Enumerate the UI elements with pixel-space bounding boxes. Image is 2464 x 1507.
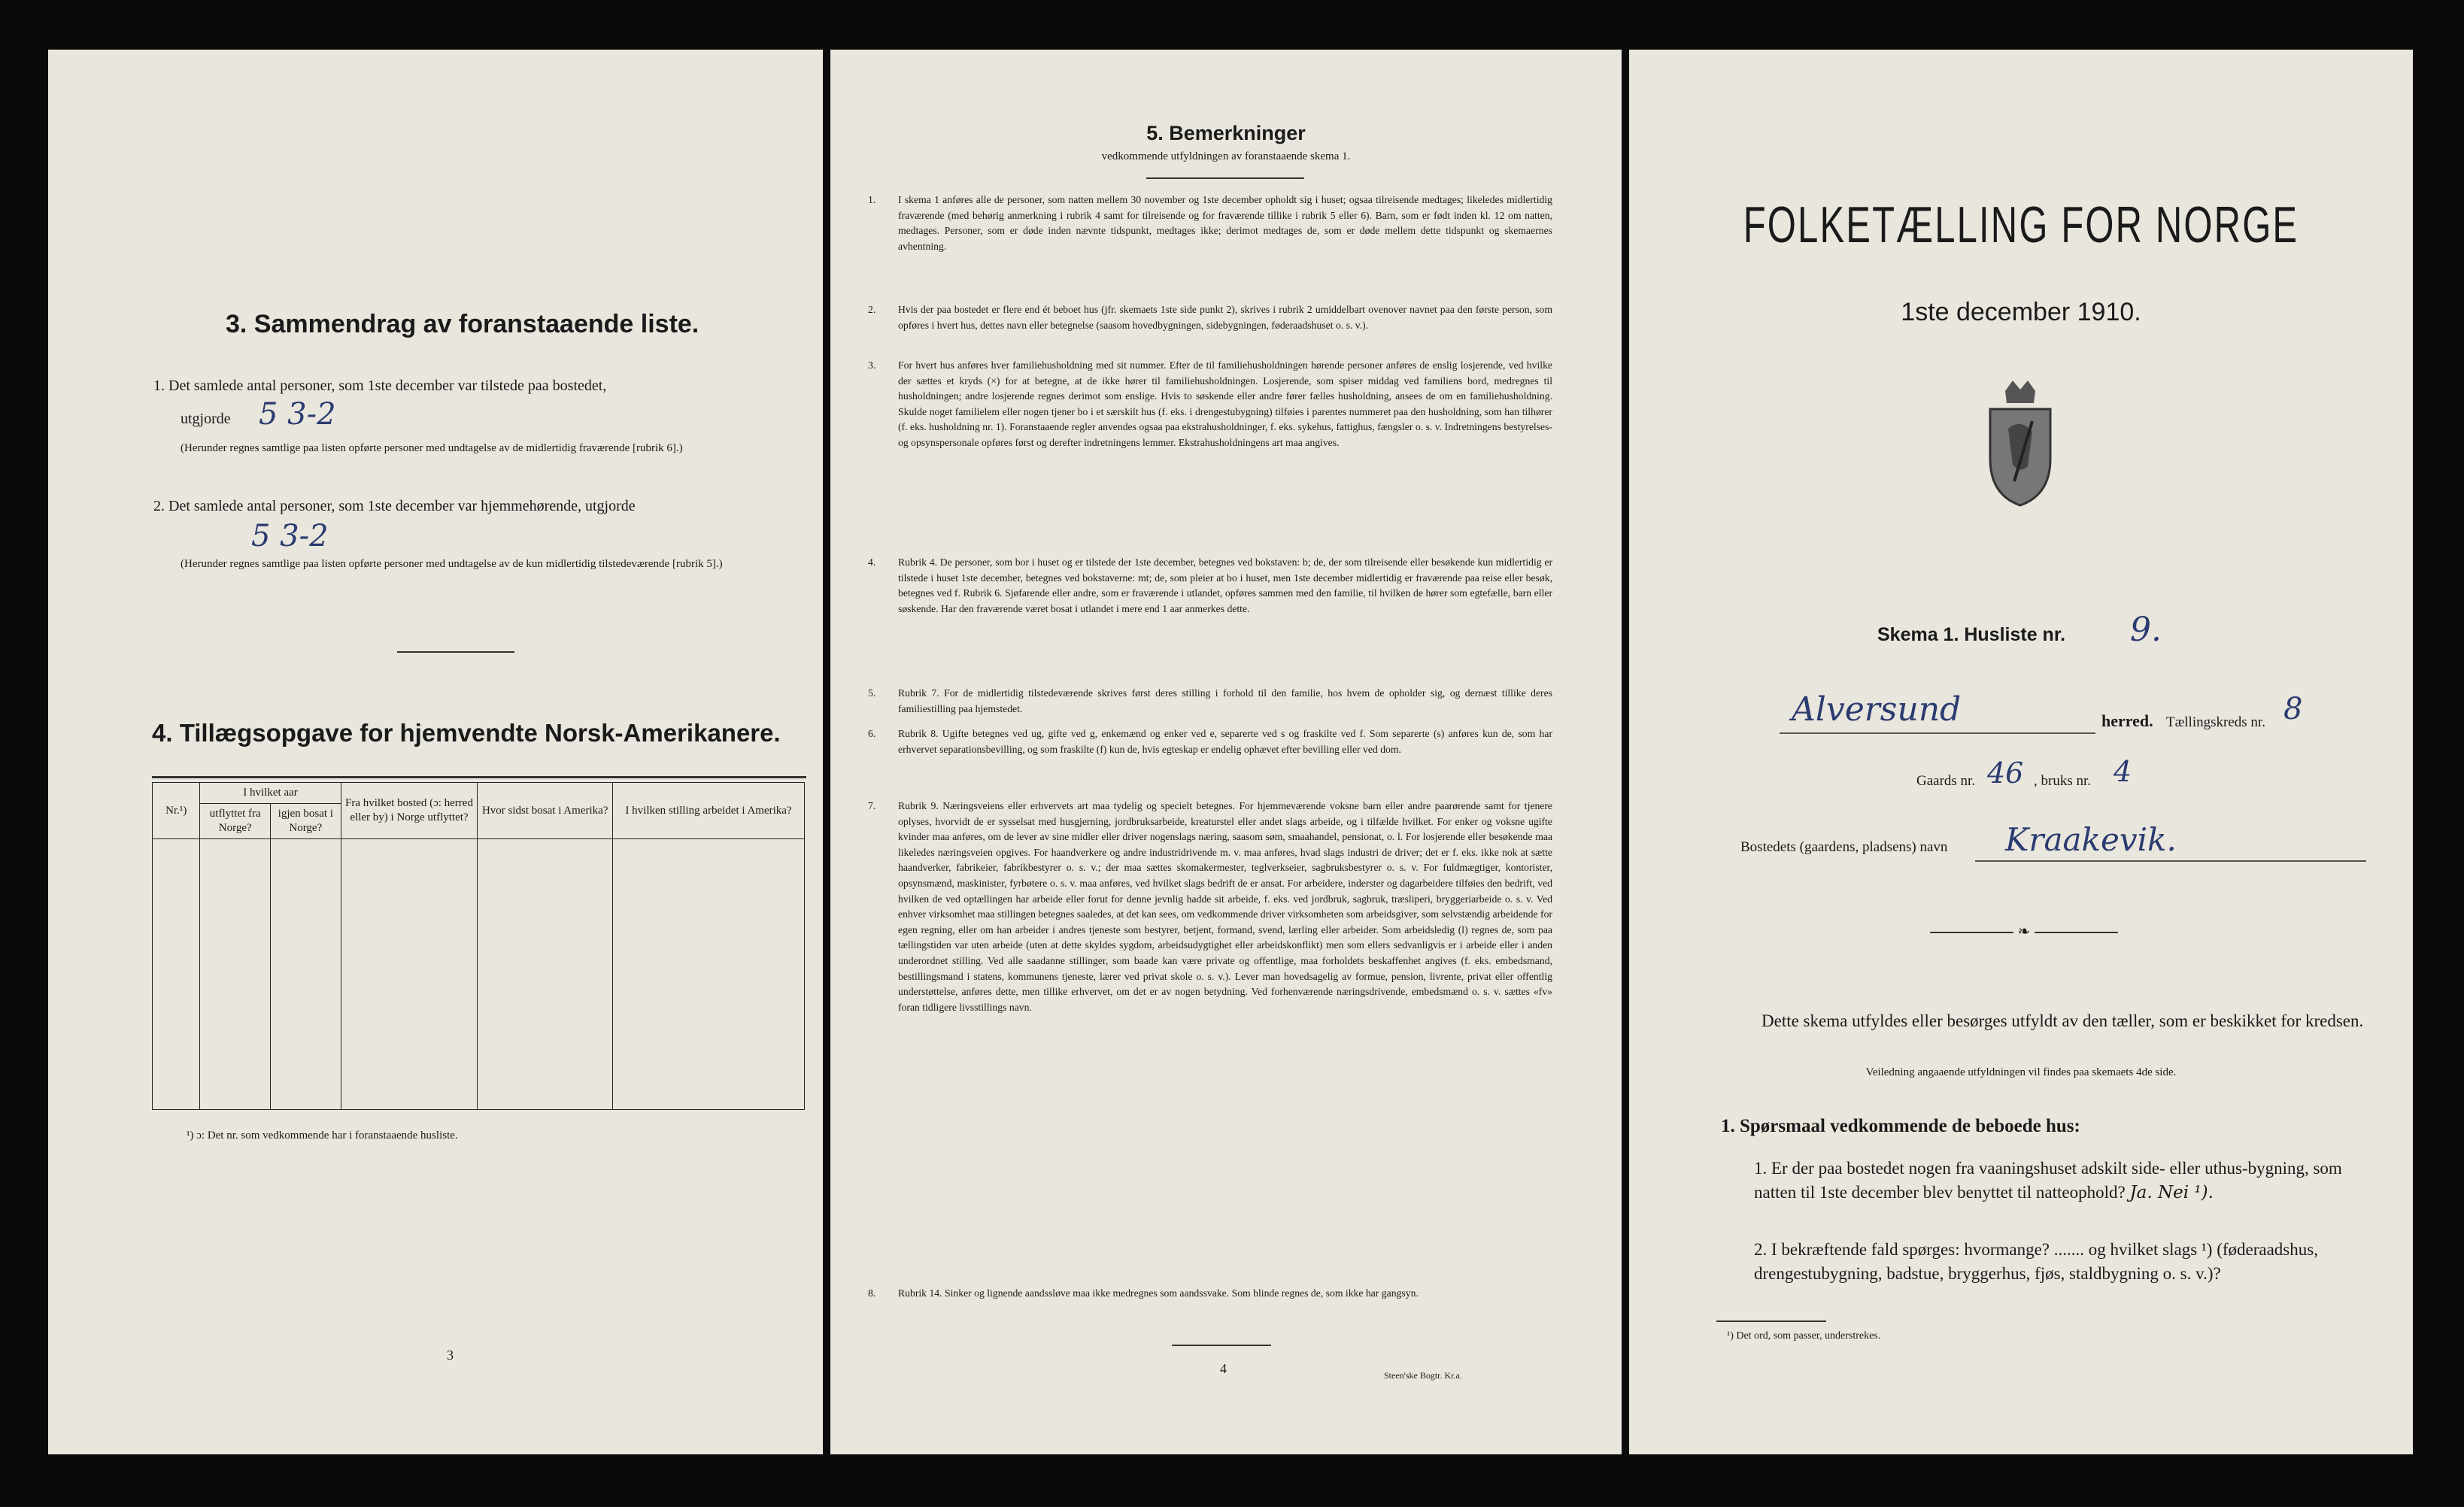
- question-heading: 1. Spørsmaal vedkommende de beboede hus:: [1721, 1116, 2080, 1136]
- col-last-america: Hvor sidst bosat i Amerika?: [478, 783, 613, 839]
- col-nr: Nr.¹): [153, 783, 200, 839]
- remark-item-7: 7. Rubrik 9. Næringsveiens eller erhvervets art maa tydelig og specielt betegnes. For hjemmeværende voksne barn eller andre paarørende samt for tjenere oplyses, hvorvidt de er sysselsat med husgjerning, jordbruksarbeide, kreaturstel eller andet slags arbeide, og i tilfælde hvilket. For enker og voksne ugifte kvinder maa anføres, om de lever av sine midler eller driver nogenslags næring, saasom søm, smaahandel, pensionat, o. l. For losjerende eller besøkende maa likeledes næringsveien opgives. For haandverkere og andre industridrivende m. v. maa anføres, hvad slags industri de driver; det er f. eks. ikke nok at sætte haandverker, fabrikeier, fabrikbestyrer o. s. v.; der maa sættes skomakermester, teglverkseier, sagbruksbestyrer o. s. v. For fuldmægtiger, kontorister, opsynsmænd, maskinister, fyrbøtere o. s. v. maa anføres, ved hvilket slags bedrift de er ansat. For arbeidere, inderster og dagarbeidere tilføies den bedrift, ved hvilken de ved optællingen har arbeide eller forut for denne jevnlig hadde sit arbeide, f. eks. ved jordbruk, sagbruk, træsliperi, bryggeriarbeide o. s. v. Ved enhver virksomhet maa stillingen betegnes saaledes, at det kan sees, om vedkommende driver virksomheten som arbeidsgiver, som selvstændig arbeidende for egen regning, eller om han arbeider i andres tjeneste som bestyrer, betjent, formand, svend, lærling eller arbeider. Som arbeidsledig (l) regnes de, som paa tællingstiden var uten arbeide (uten at dette skyldes sygdom, arbeidsudygtighet eller arbeidskonflikt) men som ellers sedvanligvis er i arbeide eller i anden underordnet stilling. Ved alle saadanne stillinger, som baade kan være private og offentlige, maa forholdets beskaffenhet angives (f. eks. embedsmand, bestillingsmand i statens, kommunens tjeneste, lærer ved privat skole o. s. v.). Lever man hovedsagelig av formue, pension, livrente, privat eller offentlig understøttelse, anføres dette, men tillike erhvervet, om det er av nogen betydning. Ved forhenværende næringsdrivende, embedsmænd o. s. v. sættes «fv» foran tidligere livsstillings navn.: [868, 800, 1552, 1013]
- page-middle: [830, 50, 1622, 1454]
- question-1: 1. Er der paa bostedet nogen fra vaaningshuset adskilt side- eller uthus-bygning, som natten til 1ste december blev benyttet til natteophold? Ja. Nei ¹).: [1754, 1159, 2342, 1202]
- item1-note: (Herunder regnes samtlige paa listen opførte personer med undtagelse av de midlertidig fraværende [rubrik 6].): [181, 442, 683, 454]
- census-title: FOLKETÆLLING FOR NORGE: [1743, 196, 2299, 253]
- footnote-rule: [1716, 1321, 1826, 1322]
- bosted-label: Bostedets (gaardens, pladsens) navn: [1740, 839, 1948, 855]
- herred-underline: [1780, 732, 2095, 734]
- printer-mark: Steen'ske Bogtr. Kr.a.: [1384, 1370, 1462, 1381]
- bruks-nr: 4: [2114, 755, 2132, 788]
- item1-utgjorde: utgjorde: [181, 411, 231, 427]
- divider: [1146, 177, 1304, 179]
- footnote: ¹) Det ord, som passer, understrekes.: [1727, 1330, 1881, 1342]
- intro-text: Dette skema utfyldes eller besørges utfyldt av den tæller, som er beskikket for kredsen.: [1762, 1011, 2364, 1030]
- remark-item-1: 1. I skema 1 anføres alle de personer, som natten mellem 30 november og 1ste december opholdt sig i huset; ogsaa tilreisende medtages; likeledes midlertidig fraværende (med behørig anmerkning i rubrik 4 samt for tilreisende og for fraværende tillike i rubrik 5 eller 6). Barn, som er født inden kl. 12 om natten, medtages. Personer, som er døde inden nævnte tidspunkt, medtages ikke; derimot medtages de, som er døde mellem dette tidspunkt og skemaernes avhentning.: [868, 194, 1552, 252]
- coat-of-arms-icon: [1975, 376, 2065, 511]
- item1-text: 1. Det samlede antal personer, som 1ste december var tilstede paa bostedet,: [153, 378, 607, 394]
- divider: [397, 651, 514, 653]
- item2-text: 2. Det samlede antal personer, som 1ste december var hjemmehørende, utgjorde: [153, 498, 636, 514]
- divider: [1172, 1345, 1271, 1346]
- norsk-amerikanere-table: [152, 782, 805, 1110]
- remark-item-8: 8. Rubrik 14. Sinker og lignende aandssløve maa ikke medregnes som aandssvake. Som blinde regnes de, som ikke har gangsyn.: [868, 1287, 1419, 1299]
- col-utflyttet: utflyttet fra Norge?: [200, 804, 271, 839]
- page-right: [1629, 50, 2413, 1454]
- krets-nr: 8: [2283, 692, 2303, 726]
- section3-title: 3. Sammendrag av foranstaaende liste.: [226, 310, 699, 338]
- remark-item-4: 4. Rubrik 4. De personer, som bor i huset og er tilstede der 1ste december, betegnes ved bokstaven: b; de, der som tilreisende eller besøkende kun midlertidig er tilstede i huset 1ste december, betegnes ved bokstaverne: mt; de, som pleier at bo i huset, men 1ste december midlertidig er fraværende paa reise eller besøk, betegnes ved f. Rubrik 6. Sjøfarende eller andre, som er fraværende i utlandet, opføres sammen med den familie, til hvilken de hører som egtefælle, barn eller søskende. Har den fraværende været bosat i utlandet i mere end 1 aar anmerkes dette.: [868, 556, 1552, 614]
- schema-label: Skema 1. Husliste nr.: [1877, 624, 2066, 645]
- page-left: [48, 50, 823, 1454]
- remark-item-3: 3. For hvert hus anføres hver familiehusholdning med sit nummer. Efter de til familiehusholdningen hørende personer anføres de enslig losjerende, ved hvilke der sættes et kryds (×) for at betegne, at de ikke hører til familiehusholdningen. Losjerende, som spiser middag ved familiens bord, medregnes til husholdningen; andre losjerende regnes derimot som enslige. Hvis to søskende eller andre fører fælles husholdning, ansees de om en familiehusholdning. Skulde noget familielem eller nogen tjener bo i et særskilt hus (f. eks. i drengestubygning) tilføies i parentes nummeret paa den husholdning, som han tilhører (f. eks. husholdning nr. 1). Foranstaaende regler anvendes ogsaa paa ekstrahusholdninger, f. eks. sykehus, fattighus, fængsler o. s. v. Indretningens bestyrelses- og opsynspersonale opføres først og derefter indretningens lemmer. Ekstrahusholdningens art maa angives.: [868, 359, 1552, 448]
- col-from-bosted: Fra hvilket bosted (ɔ: herred eller by) i Norge utflyttet?: [341, 783, 478, 839]
- item2-note: (Herunder regnes samtlige paa listen opførte personer med undtagelse av de kun midlertidig tilstedeværende [rubrik 5].): [181, 558, 723, 570]
- remark-item-2: 2. Hvis der paa bostedet er flere end ét beboet hus (jfr. skemaets 1ste side punkt 2), skrives i rubrik 2 umiddelbart ovenover navnet paa den første person, som opføres i hvert hus, dettes navn eller betegnelse (saasom hovedbygningen, sidebygningen, føderaadshuset o. s. v.).: [868, 304, 1552, 331]
- bosted-underline: [1975, 860, 2366, 862]
- census-date: 1ste december 1910.: [1901, 298, 2141, 326]
- col-year-group: I hvilket aar: [200, 783, 341, 804]
- col-stilling: I hvilken stilling arbeidet i Amerika?: [613, 783, 805, 839]
- gaards-nr: 46: [1987, 757, 2024, 790]
- bemerkninger-subtitle: vedkommende utfyldningen av foranstaaende skema 1.: [1101, 150, 1351, 162]
- section4-title: 4. Tillægsopgave for hjemvendte Norsk-Amerikanere.: [152, 719, 781, 747]
- col-igjen-bosat: igjen bosat i Norge?: [271, 804, 341, 839]
- husliste-nr: 9.: [2130, 611, 2162, 649]
- ornament-divider: ❧: [1930, 926, 2118, 937]
- herred-label: herred.: [2101, 711, 2153, 730]
- page-number: 4: [1220, 1361, 1227, 1376]
- bemerkninger-title: 5. Bemerkninger: [1146, 122, 1306, 144]
- herred-name: Alversund: [1792, 690, 1962, 729]
- table-row: [153, 839, 805, 977]
- krets-label: Tællingskreds nr.: [2166, 714, 2265, 730]
- footnote: ¹) ɔ: Det nr. som vedkommende har i foranstaaende husliste.: [187, 1129, 458, 1142]
- question-2: 2. I bekræftende fald spørges: hvormange? ....... og hvilket slags ¹) (føderaadshus, drengestubygning, badstue, bryggerhus, fjøs, staldbygning o. s. v.)?: [1754, 1240, 2318, 1283]
- item2-value: 5 3-2: [251, 519, 329, 553]
- bosted-name: Kraakevik.: [2005, 821, 2177, 858]
- guidance-text: Veiledning angaaende utfyldningen vil findes paa skemaets 4de side.: [1865, 1066, 2177, 1078]
- gaards-label: Gaards nr.: [1916, 773, 1976, 789]
- table-row: [153, 976, 805, 1110]
- table-top-rule: [152, 776, 806, 778]
- bruks-label: , bruks nr.: [2034, 773, 2091, 789]
- remark-item-5: 5. Rubrik 7. For de midlertidig tilstedeværende skrives først deres stilling i forhold til den familie, hos hvem de opholder sig, og dernæst tillike deres familiestilling paa hjemstedet.: [868, 687, 1552, 714]
- item1-value: 5 3-2: [259, 397, 336, 432]
- remark-item-6: 6. Rubrik 8. Ugifte betegnes ved ug, gifte ved g, enkemænd og enker ved e, separerte ved s og fraskilte ved f. Som separerte (s) anføres kun de, som har erhvervet separationsbevilling, og som fraskilte (f) kun de, hvis egteskap er endelig ophævet efter bevilling eller ved dom.: [868, 728, 1552, 755]
- page-number: 3: [447, 1348, 454, 1363]
